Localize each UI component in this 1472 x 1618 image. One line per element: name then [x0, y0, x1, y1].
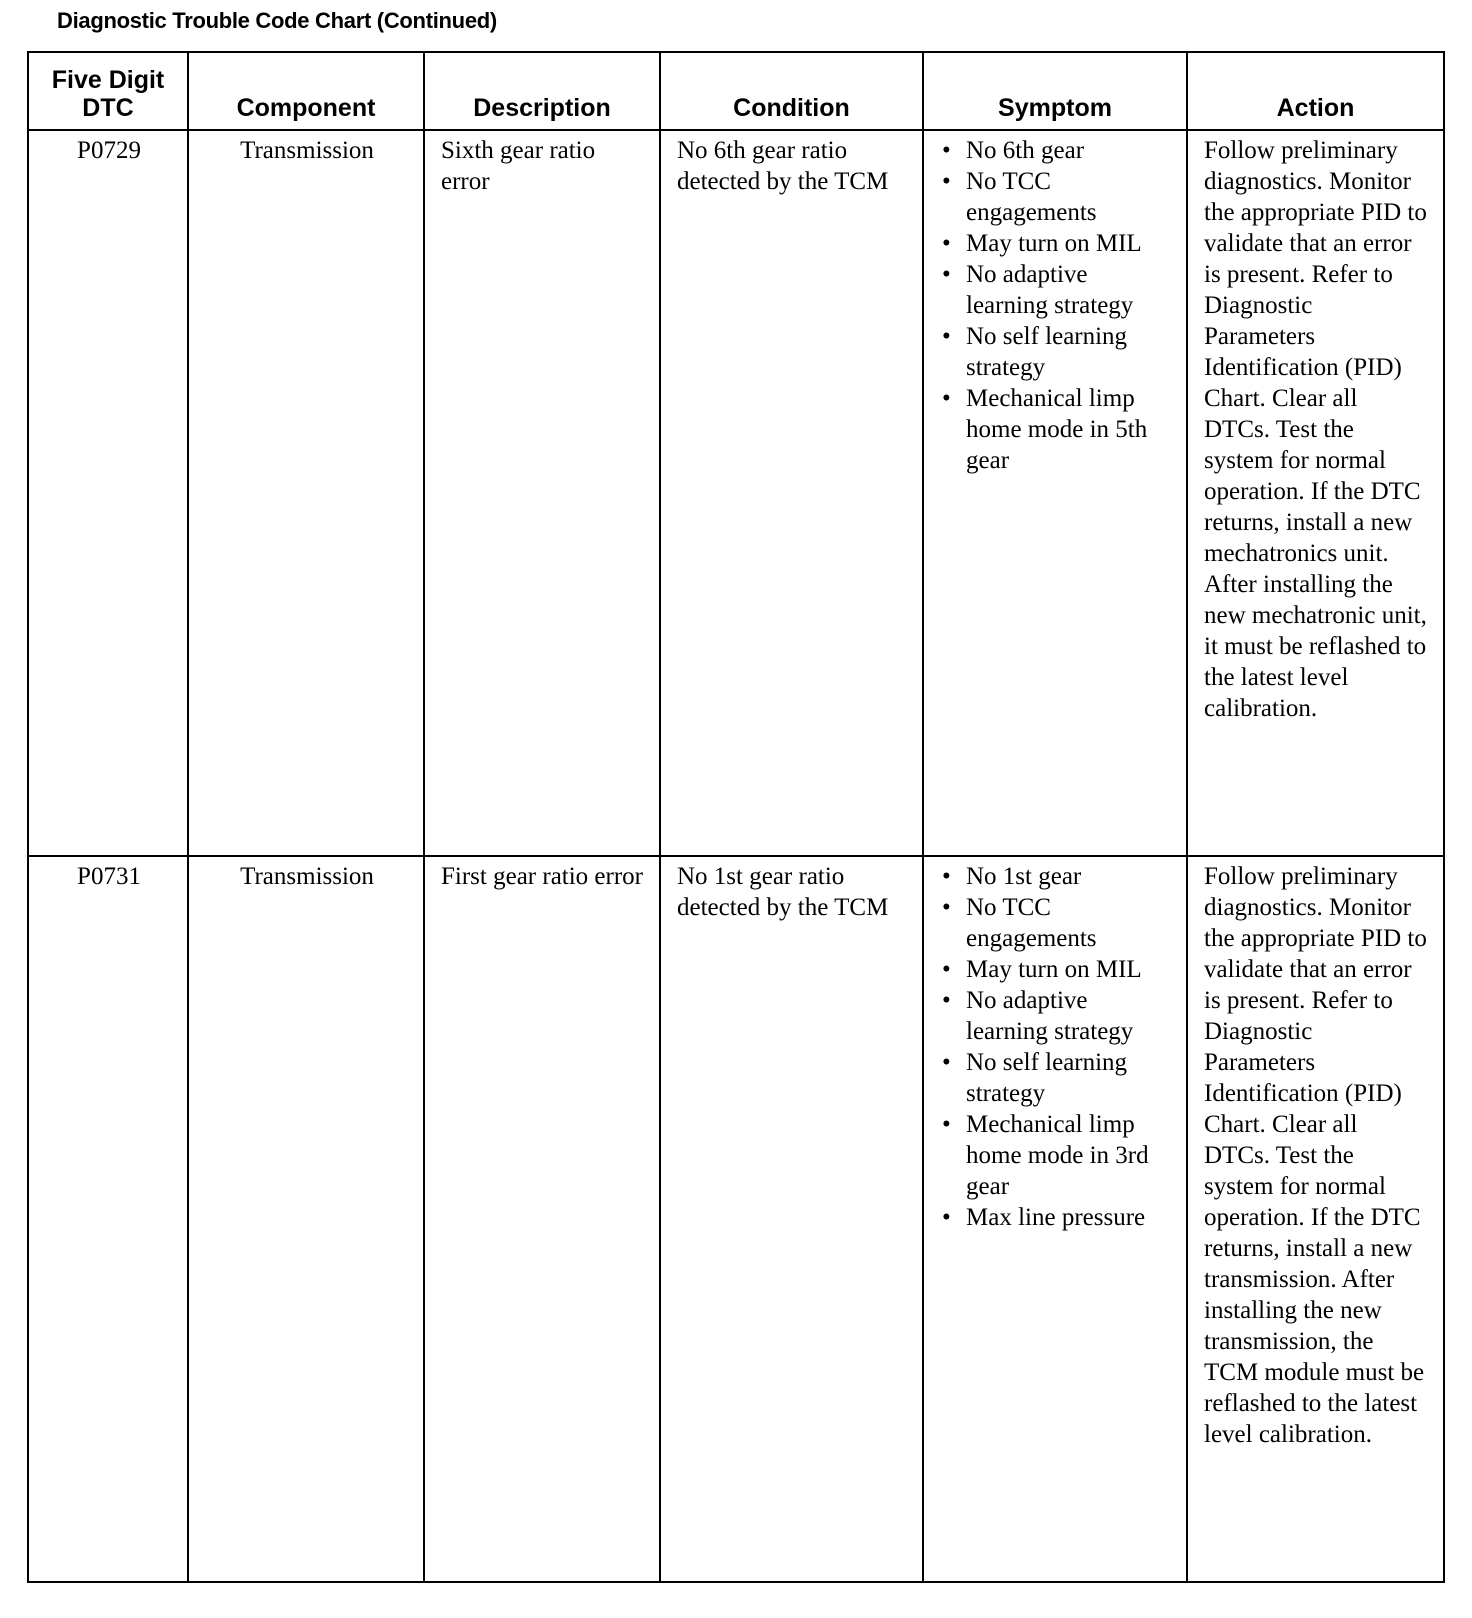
symptom-cell: [923, 130, 1187, 856]
header-description: Description: [424, 52, 660, 130]
action-cell: [1187, 130, 1444, 856]
header-condition: Condition: [660, 52, 923, 130]
condition-text: No 1st gear ratio detected by the TCM: [677, 863, 889, 921]
symptom-list: [940, 861, 1172, 1233]
header-action: Action: [1187, 52, 1444, 130]
dtc-table: [27, 51, 1445, 1583]
action-text: Follow preliminary diagnostics. Monitor the appropriate PID to validate that an error is present. Refer to Diagnostic Parameters Identification (PID) Chart. Clear all DTCs. Test the system for normal operation. If the DTC returns, install a new transmission. After installing the new transmission, the TCM module must be reflashed to the latest level calibration.: [1204, 863, 1427, 1448]
symptom-item: • No self learning strategy: [940, 321, 1172, 383]
symptom-item: • No 1st gear: [940, 861, 1172, 892]
component-cell: Transmission: [188, 130, 424, 856]
symptom-item: • No TCC engagements: [940, 166, 1172, 228]
symptom-cell: [923, 856, 1187, 1582]
symptom-item: • Mechanical limp home mode in 5th gear: [940, 383, 1172, 476]
symptom-item: • May turn on MIL: [940, 954, 1172, 985]
table-header-row: [28, 52, 1444, 130]
condition-cell: [660, 130, 923, 856]
header-dtc: Five Digit DTC: [28, 52, 188, 130]
symptom-item: • May turn on MIL: [940, 228, 1172, 259]
description-text: Sixth gear ratio error: [441, 137, 596, 195]
dtc-code: P0729: [28, 130, 188, 856]
symptom-item: • No 6th gear: [940, 135, 1172, 166]
condition-cell: [660, 856, 923, 1582]
table-row: [28, 130, 1444, 856]
symptom-item: • No adaptive learning strategy: [940, 259, 1172, 321]
action-text: Follow preliminary diagnostics. Monitor the appropriate PID to validate that an error is present. Refer to Diagnostic Parameters Identification (PID) Chart. Clear all DTCs. Test the system for normal operation. If the DTC returns, install a new mechatronics unit. After installing the new mechatronic unit, it must be reflashed to the latest level calibration.: [1204, 137, 1427, 722]
page-title: Diagnostic Trouble Code Chart (Continued): [57, 8, 497, 33]
symptom-item: • No TCC engagements: [940, 892, 1172, 954]
description-cell: [424, 856, 660, 1582]
table-row: [28, 856, 1444, 1582]
symptom-item: • Max line pressure: [940, 1202, 1172, 1233]
symptom-item: • No self learning strategy: [940, 1047, 1172, 1109]
condition-text: No 6th gear ratio detected by the TCM: [677, 137, 889, 195]
description-text: First gear ratio error: [441, 863, 644, 890]
symptom-list: [940, 135, 1172, 476]
symptom-item: • No adaptive learning strategy: [940, 985, 1172, 1047]
action-cell: [1187, 856, 1444, 1582]
header-symptom: Symptom: [923, 52, 1187, 130]
header-component: Component: [188, 52, 424, 130]
description-cell: [424, 130, 660, 856]
dtc-code: P0731: [28, 856, 188, 1582]
component-cell: Transmission: [188, 856, 424, 1582]
symptom-item: • Mechanical limp home mode in 3rd gear: [940, 1109, 1172, 1202]
